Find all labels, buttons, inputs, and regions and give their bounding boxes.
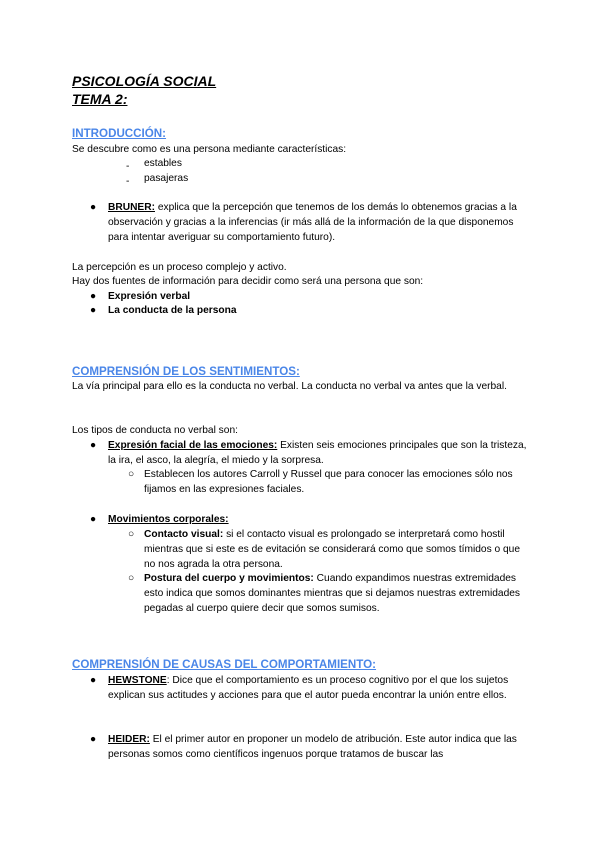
hewstone-label: HEWSTONE <box>108 675 167 686</box>
bruner-paragraph <box>108 200 533 245</box>
title-line-2: TEMA 2: <box>72 91 128 107</box>
causas-heading: COMPRENSIÓN DE CAUSAS DEL COMPORTAMIENTO: <box>72 658 377 671</box>
dash-item: - <box>126 176 130 187</box>
bullet-icon: ● <box>90 305 97 316</box>
bullet-icon: ● <box>90 291 97 302</box>
bruner-label: BRUNER: <box>108 202 155 213</box>
source-item: Expresión verbal <box>108 291 191 302</box>
bullet-icon: ● <box>90 514 97 525</box>
bullet-icon: ● <box>90 734 97 745</box>
dash-item-label: estables <box>144 158 182 169</box>
hewstone-text: : Dice que el comportamiento es un proceso cognitivo por el que los sujetos explican sus actitudes y acciones para que el autor pueda encontrar la unión entre ellos. <box>108 675 509 701</box>
contacto-text: si el contacto visual es prolongado se interpretará como hostil mientras que si este es de evitación se considerará como que somos tímidos o que no nos agrada la otra persona. <box>144 529 521 570</box>
circle-bullet-icon: ○ <box>128 573 135 584</box>
intro-p2: Hay dos fuentes de información para decidir como será una persona que son: <box>72 276 424 287</box>
document-title <box>72 72 532 108</box>
heider-label: HEIDER: <box>108 734 150 745</box>
sentimientos-p2: Los tipos de conducta no verbal son: <box>72 425 238 436</box>
contacto-paragraph <box>144 527 532 572</box>
title-line-1: PSICOLOGÍA SOCIAL <box>72 73 217 89</box>
sentimientos-heading: COMPRENSIÓN DE LOS SENTIMIENTOS: <box>72 365 300 378</box>
bullet-icon: ● <box>90 675 97 686</box>
dash-item: - <box>126 161 130 172</box>
dash-item-label: pasajeras <box>144 173 189 184</box>
bullet-icon: ● <box>90 440 97 451</box>
postura-paragraph <box>144 571 532 616</box>
heider-text: El el primer autor en proponer un modelo de atribución. Este autor indica que las personas somos como científicos ingenuos porque tratamos de buscar las <box>108 734 517 760</box>
facial-label: Expresión facial de las emociones: <box>108 440 278 451</box>
postura-label: Postura del cuerpo y movimientos: <box>144 573 314 584</box>
contacto-label: Contacto visual: <box>144 529 224 540</box>
intro-heading: INTRODUCCIÓN: <box>72 127 167 140</box>
bullet-icon: ● <box>90 202 97 213</box>
hewstone-paragraph <box>108 673 533 703</box>
circle-bullet-icon: ○ <box>128 529 135 540</box>
heider-paragraph <box>108 732 533 762</box>
movimientos-label: Movimientos corporales: <box>108 514 229 525</box>
postura-text: Cuando expandimos nuestras extremidades esto indica que somos dominantes mientras que si dejamos nuestras extremidades pegadas al cuerpo quiere decir que somos sumisos. <box>144 573 521 614</box>
intro-text: Se descubre como es una persona mediante características: <box>72 144 347 155</box>
source-item: La conducta de la persona <box>108 305 237 316</box>
intro-p1: La percepción es un proceso complejo y activo. <box>72 262 287 273</box>
sentimientos-p1: La vía principal para ello es la conducta no verbal. La conducta no verbal va antes que la verbal. <box>72 381 507 392</box>
facial-paragraph <box>108 438 533 468</box>
bruner-text: explica que la percepción que tenemos de los demás lo obtenemos gracias a la observación y gracias a la inferencias (ir más allá de la información de la que disponemos para intentar averiguar su comportamiento futuro). <box>108 202 517 243</box>
circle-bullet-icon: ○ <box>128 469 135 480</box>
facial-sub: Establecen los autores Carroll y Russel que para conocer las emociones sólo nos fijamos en las expresiones faciales. <box>144 469 513 495</box>
facial-text: Existen seis emociones principales que son la tristeza, la ira, el asco, la alegría, el miedo y la sorpresa. <box>108 440 527 466</box>
